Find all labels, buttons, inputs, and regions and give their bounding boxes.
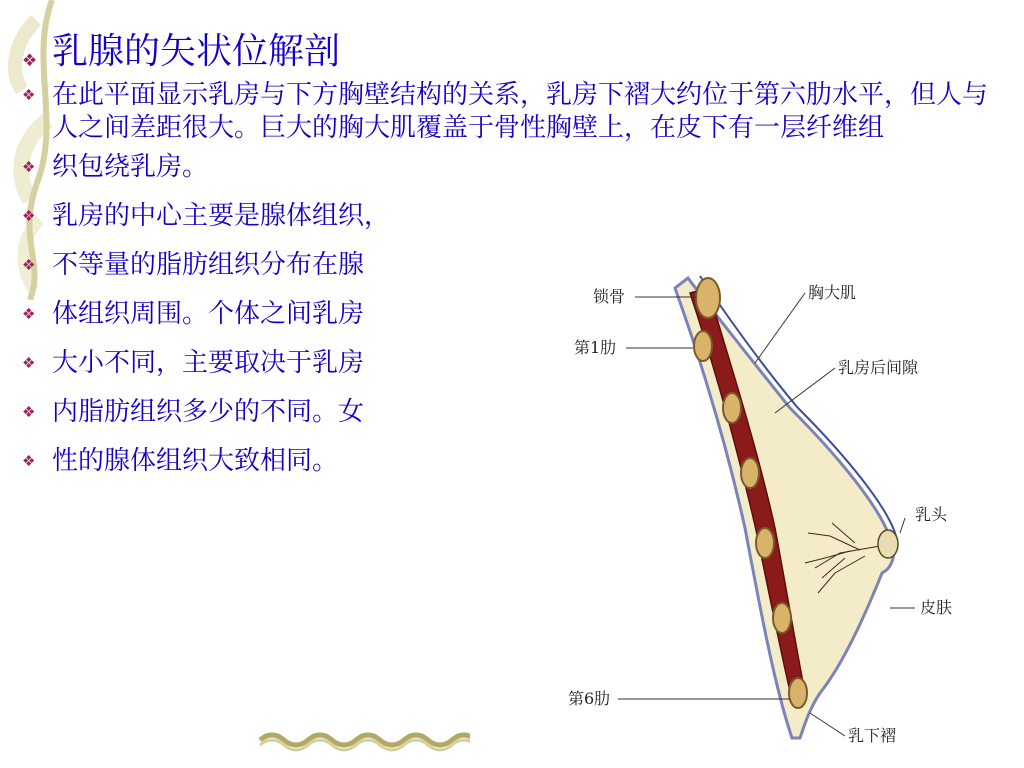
diamond-bullet-icon: ❖ bbox=[22, 403, 36, 421]
diamond-bullet-icon: ❖ bbox=[22, 354, 36, 372]
nipple-shape bbox=[878, 530, 898, 558]
diamond-bullet-icon: ❖ bbox=[22, 51, 38, 71]
label-rib1: 第1肋 bbox=[574, 338, 617, 357]
bullet-item: ❖ 在此平面显示乳房与下方胸壁结构的关系，乳房下褶大约位于第六肋水平，但人与人之间差距很大。巨大的胸大肌覆盖于骨性胸壁上，在皮下有一层纤维组 bbox=[22, 80, 989, 143]
breast-sagittal-diagram bbox=[560, 268, 990, 758]
bullet-item: ❖ 性的腺体组织大致相同。 bbox=[22, 446, 339, 476]
label-nipple: 乳头 bbox=[915, 505, 948, 524]
decorative-vine-bottom bbox=[255, 725, 470, 755]
label-pectoralis: 胸大肌 bbox=[808, 283, 857, 302]
label-clavicle: 锁骨 bbox=[593, 287, 626, 306]
bullet-item: ❖ 内脂肪组织多少的不同。女 bbox=[22, 397, 365, 427]
label-retromammary-space: 乳房后间隙 bbox=[838, 358, 919, 377]
rib-shape bbox=[756, 528, 774, 558]
label-inframammary-fold: 乳下褶 bbox=[848, 726, 897, 745]
slide-title: ❖ 乳腺的矢状位解剖 bbox=[18, 30, 1018, 74]
bullet-item: ❖ 体组织周围。个体之间乳房 bbox=[22, 299, 365, 329]
diamond-bullet-icon: ❖ bbox=[22, 256, 36, 274]
label-rib6: 第6肋 bbox=[568, 689, 611, 708]
rib-shape bbox=[773, 603, 791, 633]
diamond-bullet-icon: ❖ bbox=[22, 305, 36, 323]
diamond-bullet-icon: ❖ bbox=[22, 452, 36, 470]
diagram-svg bbox=[560, 268, 990, 758]
rib-shape bbox=[741, 458, 759, 488]
rib-shape bbox=[789, 678, 807, 708]
bullet-item: ❖ 大小不同，主要取决于乳房 bbox=[22, 348, 365, 378]
rib-shape bbox=[694, 331, 712, 361]
label-skin: 皮肤 bbox=[920, 598, 953, 617]
diamond-bullet-icon: ❖ bbox=[22, 207, 36, 225]
diamond-bullet-icon: ❖ bbox=[22, 86, 36, 104]
clavicle-shape bbox=[696, 278, 720, 318]
bullet-item: ❖ 织包绕乳房。 bbox=[22, 152, 209, 182]
diamond-bullet-icon: ❖ bbox=[22, 158, 36, 176]
bullet-item: ❖ 不等量的脂肪组织分布在腺 bbox=[22, 250, 365, 280]
rib-shape bbox=[723, 393, 741, 423]
bullet-item: ❖ 乳房的中心主要是腺体组织， bbox=[22, 201, 391, 231]
